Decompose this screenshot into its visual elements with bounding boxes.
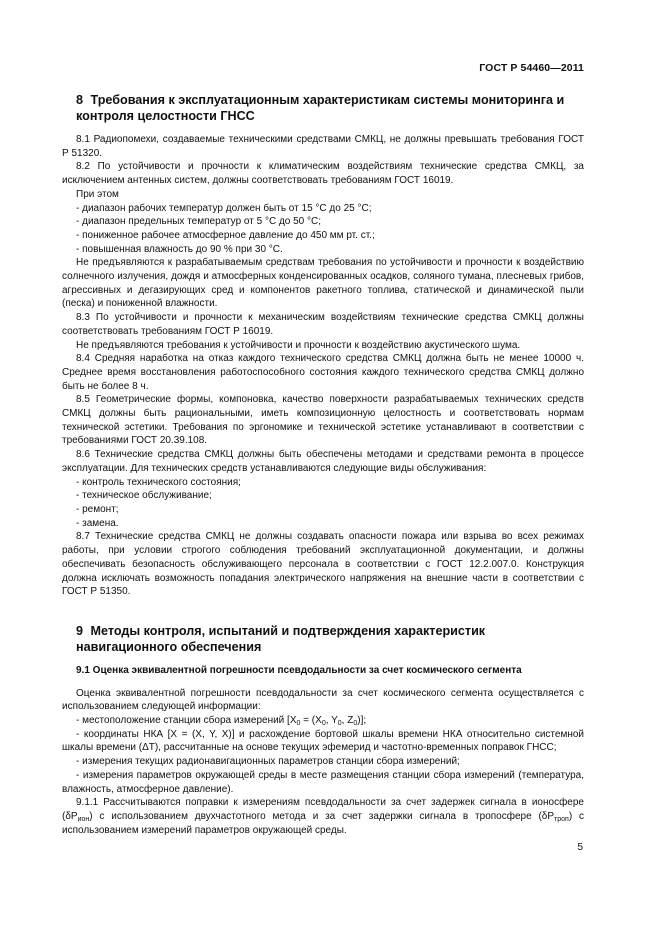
paragraph-8-6: 8.6 Технические средства СМКЦ должны быть обеспечены методами и средствами ремонта в процессе эксплуатации. Для технических средств устанавливаются следующие виды обслуживания: <box>62 449 584 474</box>
section-9-title: Методы контроля, испытаний и подтверждения характеристик навигационного обеспечения <box>76 623 486 654</box>
page-number: 5 <box>577 842 583 853</box>
paragraph-9-1-intro: Оценка эквивалентной погрешности псевдодальности за счет космического сегмента осуществляется с использованием следующей информации: <box>62 687 584 713</box>
list-item-environment: - измерения параметров окружающей среды в месте размещения станции сбора измерений (температура, влажность, атмосферное давление). <box>62 769 584 795</box>
paragraph-8-4: 8.4 Средняя наработка на отказ каждого технического средства СМКЦ должна быть не менее 10000 ч. Среднее время восстановления работоспособного состояния каждого технического средства СМКЦ должно быть не более 8 ч. <box>62 353 584 392</box>
paragraph-8-1: 8.1 Радиопомехи, создаваемые техническими средствами СМКЦ, не должны превышать требования ГОСТ Р 51320. <box>62 134 584 159</box>
paragraph-8-2: 8.2 По устойчивости и прочности к климатическим воздействиям технические средства СМКЦ, за исключением антенных систем, должны соответствовать требованиям ГОСТ 16019. <box>62 161 584 187</box>
list-item-measurements: - измерения текущих радионавигационных параметров станции сбора измерений; <box>76 756 460 768</box>
section-8-heading <box>62 92 584 124</box>
list-item: - диапазон рабочих температур должен быть от 15 °С до 25 °С; <box>76 202 372 214</box>
paragraph-8-5: 8.5 Геометрические формы, компоновка, качество поверхности разрабатываемых технических средств СМКЦ должны быть рациональными, иметь композиционную целостность и соответствовать нормам технической эстетики. Требования по эргономике и технической эстетике устанавливают в соответствии с требованиями ГОСТ 20.39.108. <box>62 394 584 447</box>
list-item: - диапазон предельных температур от 5 °С до 50 °С; <box>76 216 322 228</box>
paragraph-not-required-2: Не предъявляются требования к устойчивости и прочности к воздействию акустического шума. <box>76 339 521 351</box>
section-9-number: 9 <box>76 623 84 638</box>
section-9-heading <box>62 623 584 655</box>
list-item-station-location: - местоположение станции сбора измерений [$X_0 = (X_0$, $Y_0$, $Z_0$)]; <box>76 715 367 728</box>
list-item: - контроль технического состояния; <box>76 476 241 488</box>
list-item: - повышенная влажность до 90 % при 30 °С. <box>76 243 283 255</box>
section-8-number: 8 <box>76 93 84 107</box>
page-content <box>62 92 584 837</box>
list-item-satellite-coordinates: - координаты НКА [X = (X, Y, X)] и расхождение бортовой шкалы времени НКА относительно системной шкалы времени (ΔT), рассчитанные на основе текущих эфемерид и частотно-временных поправок ГНСС; <box>62 728 584 754</box>
list-item: - замена. <box>76 517 119 529</box>
standard-designation: ГОСТ Р 54460—2011 <box>479 62 584 74</box>
list-item: - пониженное рабочее атмосферное давление до 450 мм рт. ст.; <box>76 229 375 241</box>
paragraph-pri-etom: При этом <box>76 188 119 200</box>
section-8-title: Требования к эксплуатационным характеристикам системы мониторинга и контроля целостности ГНСС <box>76 93 565 123</box>
paragraph-8-7: 8.7 Технические средства СМКЦ не должны создавать опасности пожара или взрыва во всех режимах работы, при условии строгого соблюдения требований эксплуатационной документации, и должны обеспечивать безопасность обслуживающего персонала в соответствии с ГОСТ 12.2.007.0. Конструкция должна исключать возможность попадания электрического напряжения на внешние части в соответствии с ГОСТ Р 51350. <box>62 531 584 598</box>
list-item: - ремонт; <box>76 503 119 515</box>
paragraph-9-1-1: 9.1.1 Рассчитываются поправки к измерениям псевдодальности за счет задержек сигнала в ионосфере $(\delta P_{ион})$ с использованием двухчастотного метода и за счет задержки сигнала в тропосфере $(\delta P_{троп})$ с использованием измерений параметров окружающей среды. <box>62 797 584 836</box>
list-item: - техническое обслуживание; <box>76 490 212 502</box>
subsection-9-1-heading: 9.1 Оценка эквивалентной погрешности псевдодальности за счет космического сегмента <box>76 664 522 676</box>
paragraph-8-3: 8.3 По устойчивости и прочности к механическим воздействиям технические средства СМКЦ должны соответствовать требованиям ГОСТ Р 16019. <box>62 312 584 337</box>
paragraph-not-required-1: Не предъявляются к разрабатываемым средствам требования по устойчивости и прочности к воздействию солнечного излучения, дождя и атмосферных конденсированных осадков, соляного тумана, плесневых грибов, агрессивных и дегазирующих сред и компонентов ракетного топлива, статической и динамической пыли (песка) и пониженной влажности. <box>62 257 584 310</box>
